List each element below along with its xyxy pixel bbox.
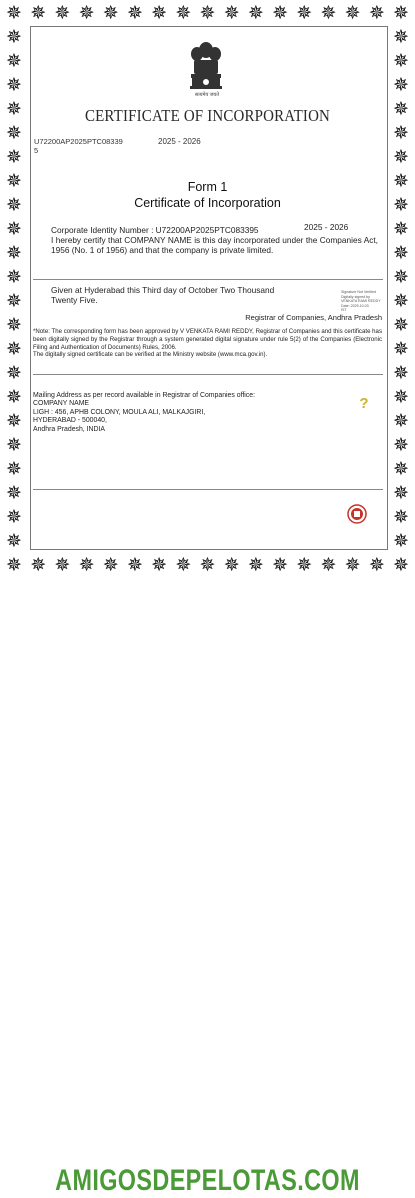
border-star-icon: ✵ xyxy=(393,98,409,120)
certification-text: I hereby certify that COMPANY NAME is this day incorporated under the Companies Act, 1956 (No. 1 of 1956) and that the company is private limited. xyxy=(51,235,378,255)
border-star-icon: ✵ xyxy=(393,338,409,360)
border-star-icon: ✵ xyxy=(393,290,409,312)
border-star-icon: ✵ xyxy=(393,530,409,552)
mailing-line: HYDERABAD - 500040, xyxy=(33,417,107,425)
footer-banner xyxy=(0,580,415,1197)
border-star-icon: ✵ xyxy=(199,554,216,576)
border-star-icon: ✵ xyxy=(151,554,168,576)
cin-top-line2: 5 xyxy=(34,146,39,155)
note-main: *Note: The corresponding form has been approved by V VENKATA RAMI REDDY, Registrar of Companies and this certificate has been digitally signed by the Registrar through a system generated digital signature under rule 5(2) of the Companies (Electronic Filing and Authentication of Documents) Rules, 2006. xyxy=(33,328,382,351)
stamp-line: Signature Not Verified xyxy=(341,290,376,294)
border-star-icon: ✵ xyxy=(393,362,409,384)
border-star-icon: ✵ xyxy=(6,122,22,144)
border-star-icon: ✵ xyxy=(6,26,22,48)
border-star-icon: ✵ xyxy=(393,122,409,144)
stamp-line: VENKATA RAMI REDDY xyxy=(341,299,381,304)
border-star-icon: ✵ xyxy=(78,2,95,24)
border-star-icon: ✵ xyxy=(6,50,22,72)
border-star-icon: ✵ xyxy=(393,26,409,48)
border-star-icon: ✵ xyxy=(393,242,409,264)
site-brand: AMIGOSDEPELOTAS.COM xyxy=(55,1164,360,1197)
border-star-icon: ✵ xyxy=(393,50,409,72)
emblem-motto: सत्यमेव जयते xyxy=(194,92,220,98)
mailing-line: COMPANY NAME xyxy=(33,400,90,408)
mailing-heading: Mailing Address as per record available in Registrar of Companies office: xyxy=(33,392,256,399)
border-star-icon: ✵ xyxy=(6,2,22,24)
border-star-icon: ✵ xyxy=(393,194,409,216)
border-star-icon: ✵ xyxy=(126,554,143,576)
border-star-icon: ✵ xyxy=(175,554,192,576)
border-star-icon: ✵ xyxy=(54,2,71,24)
border-star-icon: ✵ xyxy=(6,506,22,528)
border-star-icon: ✵ xyxy=(6,242,22,264)
border-star-icon: ✵ xyxy=(223,554,240,576)
mailing-line: Andhra Pradesh, INDIA xyxy=(33,425,106,433)
border-star-icon: ✵ xyxy=(199,2,216,24)
year-mid: 2025 - 2026 xyxy=(304,222,349,232)
stamp-line: Date: 2025.10.03 xyxy=(341,303,369,308)
border-star-icon: ✵ xyxy=(6,530,22,552)
border-star-icon: ✵ xyxy=(6,482,22,504)
border-star-icon: ✵ xyxy=(30,554,47,576)
border-star-icon: ✵ xyxy=(6,170,22,192)
form-subtitle: Certificate of Incorporation xyxy=(134,196,281,210)
question-mark-icon: ? xyxy=(359,395,369,412)
border-star-icon: ✵ xyxy=(393,506,409,528)
border-star-icon: ✵ xyxy=(126,2,143,24)
certificate-title: CERTIFICATE OF INCORPORATION xyxy=(84,106,331,125)
border-star-icon: ✵ xyxy=(247,554,264,576)
border-star-icon: ✵ xyxy=(344,2,361,24)
mca-seal-icon xyxy=(347,503,367,525)
given-at-text: Given at Hyderabad this Third day of October Two Thousand Twenty Five. xyxy=(51,285,275,305)
border-star-icon: ✵ xyxy=(151,2,168,24)
border-star-icon: ✵ xyxy=(344,554,361,576)
divider xyxy=(33,374,383,375)
border-star-icon: ✵ xyxy=(393,74,409,96)
cin-label: Corporate Identity Number : U72200AP2025PTC083395 xyxy=(51,225,259,235)
stamp-line: IST xyxy=(341,308,347,313)
border-star-icon: ✵ xyxy=(393,146,409,168)
border-star-icon: ✵ xyxy=(296,554,313,576)
border-star-icon: ✵ xyxy=(6,74,22,96)
border-star-icon: ✵ xyxy=(6,314,22,336)
border-star-icon: ✵ xyxy=(6,338,22,360)
border-star-icon: ✵ xyxy=(368,2,385,24)
border-star-icon: ✵ xyxy=(6,194,22,216)
border-star-icon: ✵ xyxy=(223,2,240,24)
border-star-icon: ✵ xyxy=(54,554,71,576)
border-star-icon: ✵ xyxy=(272,2,289,24)
mailing-address xyxy=(33,392,333,434)
divider xyxy=(33,489,383,490)
national-emblem-icon xyxy=(182,38,230,96)
border-star-icon: ✵ xyxy=(320,554,337,576)
border-star-icon: ✵ xyxy=(6,434,22,456)
note-verify: The digitally signed certificate can be verified at the Ministry website (www.mca.gov.in). xyxy=(33,351,268,359)
border-star-icon: ✵ xyxy=(6,458,22,480)
border-star-icon: ✵ xyxy=(393,458,409,480)
border-star-icon: ✵ xyxy=(6,98,22,120)
border-star-icon: ✵ xyxy=(393,434,409,456)
border-star-icon: ✵ xyxy=(6,218,22,240)
divider xyxy=(33,279,383,280)
note-text xyxy=(33,328,382,359)
border-star-icon: ✵ xyxy=(393,314,409,336)
stamp-line: Digitally signed by xyxy=(341,294,370,299)
border-star-icon: ✵ xyxy=(393,170,409,192)
border-star-icon: ✵ xyxy=(393,218,409,240)
border-star-icon: ✵ xyxy=(30,2,47,24)
border-star-icon: ✵ xyxy=(368,554,385,576)
mailing-line: LIGH : 456, APHB COLONY, MOULA ALI, MALKAJGIRI, xyxy=(33,408,206,416)
border-star-icon: ✵ xyxy=(6,554,22,576)
border-star-icon: ✵ xyxy=(393,266,409,288)
border-star-icon: ✵ xyxy=(393,386,409,408)
border-star-icon: ✵ xyxy=(102,554,119,576)
border-star-icon: ✵ xyxy=(78,554,95,576)
border-star-icon: ✵ xyxy=(247,2,264,24)
form-title: Form 1 xyxy=(187,180,228,194)
digital-signature-stamp xyxy=(341,290,385,313)
border-star-icon: ✵ xyxy=(393,2,409,24)
year-top: 2025 - 2026 xyxy=(158,137,201,146)
border-star-icon: ✵ xyxy=(102,2,119,24)
registrar-line: Registrar of Companies, Andhra Pradesh xyxy=(245,313,382,322)
cin-top-line1: U72200AP2025PTC08339 xyxy=(34,137,123,146)
border-star-icon: ✵ xyxy=(393,410,409,432)
border-star-icon: ✵ xyxy=(6,362,22,384)
border-star-icon: ✵ xyxy=(320,2,337,24)
border-star-icon: ✵ xyxy=(175,2,192,24)
border-star-icon: ✵ xyxy=(296,2,313,24)
certificate-page xyxy=(0,0,415,580)
border-star-icon: ✵ xyxy=(6,386,22,408)
border-star-icon: ✵ xyxy=(6,290,22,312)
border-star-icon: ✵ xyxy=(272,554,289,576)
border-star-icon: ✵ xyxy=(393,482,409,504)
border-star-icon: ✵ xyxy=(6,266,22,288)
border-star-icon: ✵ xyxy=(6,410,22,432)
border-star-icon: ✵ xyxy=(393,554,409,576)
border-star-icon: ✵ xyxy=(6,146,22,168)
